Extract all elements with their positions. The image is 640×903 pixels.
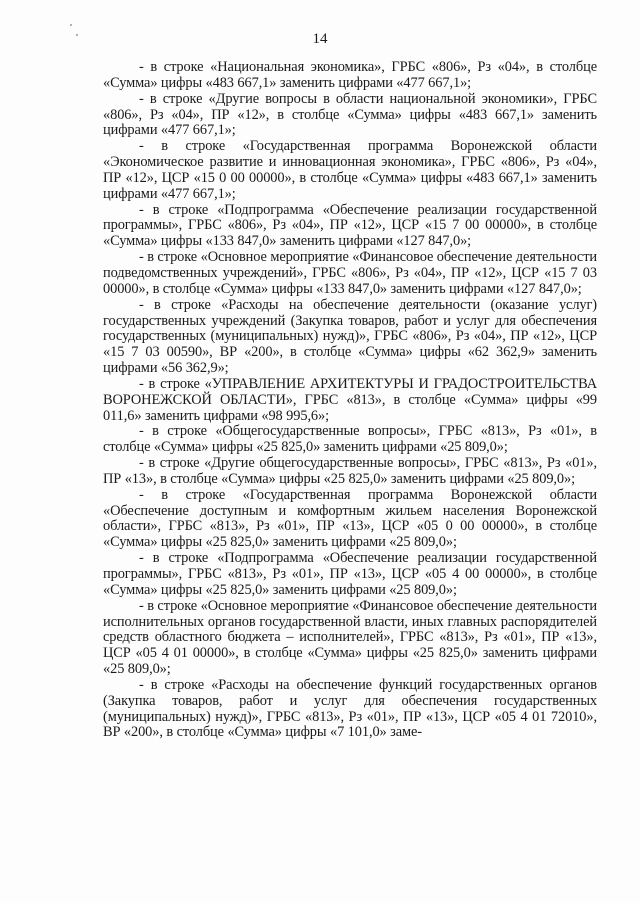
amendment-paragraph: - в строке «Подпрограмма «Обеспечение реализации государственной программы», ГРБС «813», Рз «01», ПР «13», ЦСР «05 4 00 00000», в столбце «Сумма» цифры «25 825,0» заменить цифрами «25 809,0»;	[103, 550, 597, 598]
amendment-paragraph: - в строке «Государственная программа Воронежской области «Обеспечение доступным и комфортным жильем населения Воронежской области», ГРБС «813», Рз «01», ПР «13», ЦСР «05 0 00 00000», в столбце «Сумма» цифры «25 825,0» заменить цифрами «25 809,0»;	[103, 486, 597, 551]
amendment-paragraph: - в строке «Общегосударственные вопросы», ГРБС «813», Рз «01», в столбце «Сумма» цифры «25 825,0» заменить цифрами «25 809,0»;	[103, 423, 597, 456]
scan-speck	[70, 24, 72, 26]
amendment-paragraph: - в строке «Другие общегосударственные вопросы», ГРБС «813», Рз «01», ПР «13», в столбце «Сумма» цифры «25 825,0» заменить цифрами «25 809,0»;	[103, 455, 597, 487]
document-body	[103, 60, 597, 741]
amendment-paragraph: - в строке «Основное мероприятие «Финансовое обеспечение деятельности подведомственных учреждений», ГРБС «806», Рз «04», ПР «12», ЦСР «15 7 03 00000», в столбце «Сумма» цифры «133 847,0» заменить цифрами «127 847,0»;	[103, 249, 597, 297]
amendment-paragraph: - в строке «Другие вопросы в области национальной экономики», ГРБС «806», Рз «04», ПР «12», в столбце «Сумма» цифры «483 667,1» заменить цифрами «477 667,1»;	[103, 90, 597, 139]
amendment-paragraph: - в строке «Национальная экономика», ГРБС «806», Рз «04», в столбце «Сумма» цифры «483 667,1» заменить цифрами «477 667,1»;	[103, 59, 597, 91]
amendment-paragraph: - в строке «УПРАВЛЕНИЕ АРХИТЕКТУРЫ И ГРАДОСТРОИТЕЛЬСТВА ВОРОНЕЖСКОЙ ОБЛАСТИ», ГРБС «813», в столбце «Сумма» цифры «99 011,6» заменить цифрами «98 995,6»;	[103, 375, 597, 424]
amendment-paragraph: - в строке «Расходы на обеспечение функций государственных органов (Закупка товаров, работ и услуг для обеспечения государственных (муниципальных) нужд)», ГРБС «813», Рз «01», ПР «13», ЦСР «05 4 01 72010», ВР «200», в столбце «Сумма» цифры «7 101,0» заме-	[103, 676, 597, 741]
amendment-paragraph: - в строке «Основное мероприятие «Финансовое обеспечение деятельности исполнительных органов государственной власти, иных главных распорядителей средств областного бюджета – исполнителей», ГРБС «813», Рз «01», ПР «13», ЦСР «05 4 01 00000», в столбце «Сумма» цифры «25 825,0» заменить цифрами «25 809,0»;	[103, 597, 597, 678]
amendment-paragraph: - в строке «Государственная программа Воронежской области «Экономическое развитие и инновационная экономика», ГРБС «806», Рз «04», ПР «12», ЦСР «15 0 00 00000», в столбце «Сумма» цифры «483 667,1» заменить цифрами «477 667,1»;	[103, 138, 597, 202]
amendment-paragraph: - в строке «Расходы на обеспечение деятельности (оказание услуг) государственных учреждений (Закупка товаров, работ и услуг для обеспечения государственных (муниципальных) нужд)», ГРБС «806», Рз «04», ПР «12», ЦСР «15 7 03 00590», ВР «200», в столбце «Сумма» цифры «62 362,9» заменить цифрами «56 362,9»;	[103, 296, 597, 377]
amendment-paragraph: - в строке «Подпрограмма «Обеспечение реализации государственной программы», ГРБС «806», Рз «04», ПР «12», ЦСР «15 7 00 00000», в столбце «Сумма» цифры «133 847,0» заменить цифрами «127 847,0»;	[103, 201, 597, 250]
page-number: 14	[312, 31, 328, 47]
